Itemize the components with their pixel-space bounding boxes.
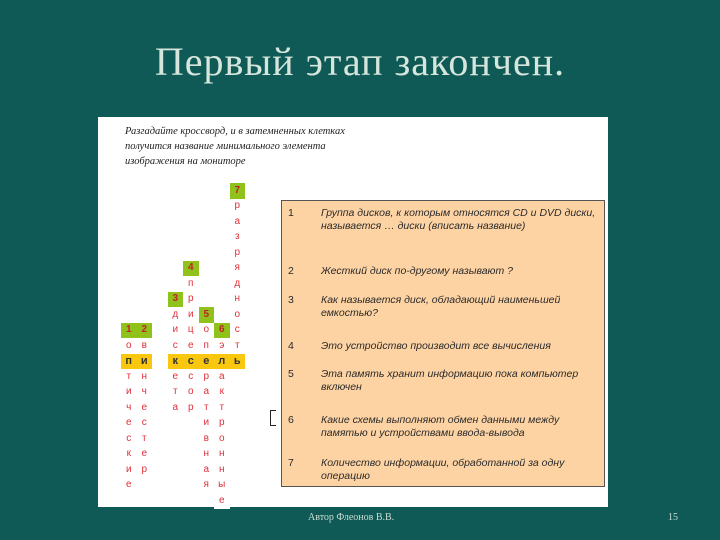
crossword-cell: д	[230, 276, 246, 292]
crossword-instructions: Разгадайте кроссворд, и в затемненных клетках получится название минимального элемента изображения на мониторе	[125, 126, 345, 167]
empty-cell	[183, 199, 199, 215]
empty-cell	[168, 447, 184, 463]
empty-cell	[121, 230, 137, 246]
crossword-cell: а	[230, 214, 246, 230]
crossword-cell: и	[199, 416, 215, 432]
crossword-cell: е	[121, 478, 137, 494]
empty-cell	[199, 493, 215, 509]
crossword-cell: р	[230, 245, 246, 261]
crossword-cell: р	[137, 462, 153, 478]
empty-cell	[245, 323, 261, 339]
empty-cell	[214, 214, 230, 230]
empty-cell	[152, 245, 168, 261]
empty-cell	[199, 183, 215, 199]
clue-number-cell: 1	[121, 323, 137, 339]
crossword-cell: е	[183, 338, 199, 354]
crossword-cell: е	[214, 493, 230, 509]
crossword-cell: а	[199, 385, 215, 401]
answer-cell: л	[214, 354, 230, 370]
empty-cell	[168, 431, 184, 447]
empty-cell	[245, 400, 261, 416]
question-text: Количество информации, обработанной за одну операцию	[321, 457, 565, 482]
empty-cell	[245, 307, 261, 323]
empty-cell	[121, 183, 137, 199]
crossword-cell: д	[168, 307, 184, 323]
empty-cell	[152, 199, 168, 215]
crossword-cell: о	[121, 338, 137, 354]
crossword-cell: т	[230, 338, 246, 354]
clue-number-cell: 5	[199, 307, 215, 323]
empty-cell	[152, 183, 168, 199]
crossword-row	[121, 416, 261, 432]
empty-cell	[168, 276, 184, 292]
crossword-row	[121, 199, 261, 215]
empty-cell	[168, 199, 184, 215]
empty-cell	[152, 292, 168, 308]
empty-cell	[137, 478, 153, 494]
empty-cell	[152, 369, 168, 385]
empty-cell	[121, 292, 137, 308]
crossword-row	[121, 385, 261, 401]
empty-cell	[245, 292, 261, 308]
crossword-cell: с	[121, 431, 137, 447]
crossword-row	[121, 493, 261, 509]
empty-cell	[121, 276, 137, 292]
question-text: Это устройство производит все вычисления	[321, 340, 551, 352]
empty-cell	[245, 462, 261, 478]
empty-cell	[230, 400, 246, 416]
crossword-cell: т	[121, 369, 137, 385]
empty-cell	[245, 214, 261, 230]
questions-box	[281, 200, 605, 487]
empty-cell	[152, 276, 168, 292]
crossword-cell: ч	[121, 400, 137, 416]
crossword-row	[121, 323, 261, 339]
crossword-grid	[121, 183, 261, 509]
crossword-cell: п	[183, 276, 199, 292]
empty-cell	[214, 199, 230, 215]
crossword-cell: р	[214, 416, 230, 432]
crossword-cell: е	[121, 416, 137, 432]
crossword-cell: о	[230, 307, 246, 323]
question-text: Эта память хранит информацию пока компьютер включен	[321, 368, 579, 393]
answer-cell: е	[199, 354, 215, 370]
crossword-row	[121, 214, 261, 230]
empty-cell	[183, 416, 199, 432]
crossword-cell: и	[121, 385, 137, 401]
empty-cell	[230, 447, 246, 463]
crossword-cell: э	[214, 338, 230, 354]
empty-cell	[245, 447, 261, 463]
crossword-cell: н	[199, 447, 215, 463]
crossword-cell: я	[199, 478, 215, 494]
empty-cell	[121, 307, 137, 323]
crossword-cell: н	[230, 292, 246, 308]
empty-cell	[199, 292, 215, 308]
empty-cell	[137, 199, 153, 215]
bracket-mark	[270, 410, 276, 426]
empty-cell	[152, 307, 168, 323]
slide-title: Первый этап закончен.	[154, 39, 566, 84]
empty-cell	[245, 478, 261, 494]
empty-cell	[152, 400, 168, 416]
empty-cell	[230, 462, 246, 478]
empty-cell	[152, 478, 168, 494]
crossword-cell: и	[168, 323, 184, 339]
empty-cell	[137, 493, 153, 509]
crossword-cell: в	[199, 431, 215, 447]
empty-cell	[199, 261, 215, 277]
empty-cell	[214, 307, 230, 323]
crossword-cell: р	[183, 400, 199, 416]
empty-cell	[245, 369, 261, 385]
empty-cell	[245, 431, 261, 447]
empty-cell	[137, 292, 153, 308]
empty-cell	[183, 230, 199, 246]
question-number: 6	[288, 414, 294, 426]
empty-cell	[245, 276, 261, 292]
clue-number-cell: 4	[183, 261, 199, 277]
empty-cell	[168, 183, 184, 199]
empty-cell	[137, 230, 153, 246]
empty-cell	[168, 493, 184, 509]
crossword-cell: с	[183, 369, 199, 385]
empty-cell	[214, 183, 230, 199]
crossword-cell: е	[137, 400, 153, 416]
question-text: Как называется диск, обладающий наименьшей емкостью?	[321, 294, 561, 319]
author-footer: Автор Флеонов В.В.	[308, 512, 395, 523]
empty-cell	[152, 338, 168, 354]
empty-cell	[199, 199, 215, 215]
crossword-cell: я	[230, 261, 246, 277]
crossword-cell: е	[137, 447, 153, 463]
empty-cell	[183, 462, 199, 478]
question-text: Какие схемы выполняют обмен данными между памятью и устройствами ввода-вывода	[321, 414, 560, 439]
empty-cell	[214, 230, 230, 246]
empty-cell	[152, 323, 168, 339]
crossword-row	[121, 183, 261, 199]
clue-number-cell: 2	[137, 323, 153, 339]
empty-cell	[199, 276, 215, 292]
clue-number-cell: 3	[168, 292, 184, 308]
crossword-row	[121, 369, 261, 385]
empty-cell	[230, 416, 246, 432]
empty-cell	[230, 431, 246, 447]
answer-cell: и	[137, 354, 153, 370]
crossword-cell: с	[137, 416, 153, 432]
empty-cell	[152, 354, 168, 370]
crossword-cell: н	[137, 369, 153, 385]
empty-cell	[168, 245, 184, 261]
crossword-cell: и	[121, 462, 137, 478]
empty-cell	[245, 199, 261, 215]
crossword-cell: с	[168, 338, 184, 354]
crossword-cell: т	[168, 385, 184, 401]
crossword-cell: ц	[183, 323, 199, 339]
empty-cell	[137, 245, 153, 261]
question-number: 4	[288, 340, 294, 352]
answer-cell: п	[121, 354, 137, 370]
empty-cell	[168, 478, 184, 494]
crossword-row	[121, 307, 261, 323]
empty-cell	[245, 493, 261, 509]
crossword-cell: р	[199, 369, 215, 385]
clue-number-cell: 6	[214, 323, 230, 339]
crossword-row	[121, 354, 261, 370]
empty-cell	[137, 261, 153, 277]
empty-cell	[121, 214, 137, 230]
crossword-cell: о	[214, 431, 230, 447]
empty-cell	[245, 230, 261, 246]
answer-cell: ь	[230, 354, 246, 370]
empty-cell	[137, 214, 153, 230]
empty-cell	[168, 230, 184, 246]
crossword-cell: з	[230, 230, 246, 246]
crossword-cell: ы	[214, 478, 230, 494]
crossword-row	[121, 447, 261, 463]
empty-cell	[230, 369, 246, 385]
empty-cell	[214, 292, 230, 308]
empty-cell	[152, 385, 168, 401]
empty-cell	[168, 462, 184, 478]
crossword-cell: а	[168, 400, 184, 416]
crossword-cell: к	[121, 447, 137, 463]
empty-cell	[245, 354, 261, 370]
empty-cell	[183, 493, 199, 509]
crossword-cell: н	[214, 447, 230, 463]
empty-cell	[168, 416, 184, 432]
crossword-cell: к	[214, 385, 230, 401]
crossword-row	[121, 462, 261, 478]
empty-cell	[183, 478, 199, 494]
empty-cell	[230, 493, 246, 509]
empty-cell	[152, 214, 168, 230]
empty-cell	[245, 183, 261, 199]
question-number: 7	[288, 457, 294, 469]
content-panel	[98, 117, 608, 507]
answer-cell: к	[168, 354, 184, 370]
crossword-cell: т	[199, 400, 215, 416]
crossword-cell: т	[137, 431, 153, 447]
question-text: Группа дисков, к которым относятся CD и DVD диски, называется … диски (вписать название)	[321, 207, 596, 232]
empty-cell	[121, 493, 137, 509]
empty-cell	[152, 261, 168, 277]
empty-cell	[137, 307, 153, 323]
crossword-row	[121, 276, 261, 292]
empty-cell	[245, 416, 261, 432]
question-number: 2	[288, 265, 294, 277]
empty-cell	[168, 261, 184, 277]
empty-cell	[152, 462, 168, 478]
crossword-row	[121, 478, 261, 494]
empty-cell	[183, 447, 199, 463]
crossword-row	[121, 292, 261, 308]
empty-cell	[214, 276, 230, 292]
crossword-cell: а	[199, 462, 215, 478]
crossword-cell: о	[183, 385, 199, 401]
empty-cell	[245, 261, 261, 277]
empty-cell	[152, 431, 168, 447]
crossword-cell: п	[199, 338, 215, 354]
empty-cell	[199, 245, 215, 261]
empty-cell	[214, 245, 230, 261]
crossword-cell: в	[137, 338, 153, 354]
empty-cell	[137, 183, 153, 199]
empty-cell	[199, 214, 215, 230]
empty-cell	[183, 183, 199, 199]
crossword-row	[121, 230, 261, 246]
empty-cell	[121, 261, 137, 277]
crossword-row	[121, 400, 261, 416]
empty-cell	[183, 431, 199, 447]
empty-cell	[152, 230, 168, 246]
empty-cell	[245, 245, 261, 261]
crossword-cell: т	[214, 400, 230, 416]
empty-cell	[152, 416, 168, 432]
crossword-row	[121, 261, 261, 277]
question-number: 1	[288, 207, 294, 219]
crossword-cell: р	[230, 199, 246, 215]
question-text: Жесткий диск по-другому называют ?	[321, 265, 513, 277]
empty-cell	[137, 276, 153, 292]
empty-cell	[152, 493, 168, 509]
crossword-cell: и	[183, 307, 199, 323]
empty-cell	[245, 385, 261, 401]
page-number: 15	[668, 512, 678, 523]
crossword-row	[121, 431, 261, 447]
question-number: 3	[288, 294, 294, 306]
crossword-row	[121, 338, 261, 354]
empty-cell	[230, 478, 246, 494]
empty-cell	[230, 385, 246, 401]
empty-cell	[199, 230, 215, 246]
empty-cell	[214, 261, 230, 277]
empty-cell	[245, 338, 261, 354]
clue-number-cell: 7	[230, 183, 246, 199]
empty-cell	[168, 214, 184, 230]
empty-cell	[121, 245, 137, 261]
crossword-cell: н	[214, 462, 230, 478]
crossword-cell: а	[214, 369, 230, 385]
answer-cell: с	[183, 354, 199, 370]
crossword-cell: с	[230, 323, 246, 339]
crossword-cell: ч	[137, 385, 153, 401]
crossword-row	[121, 245, 261, 261]
empty-cell	[183, 245, 199, 261]
empty-cell	[152, 447, 168, 463]
empty-cell	[121, 199, 137, 215]
question-number: 5	[288, 368, 294, 380]
crossword-cell: р	[183, 292, 199, 308]
crossword-cell: о	[199, 323, 215, 339]
empty-cell	[183, 214, 199, 230]
crossword-cell: е	[168, 369, 184, 385]
